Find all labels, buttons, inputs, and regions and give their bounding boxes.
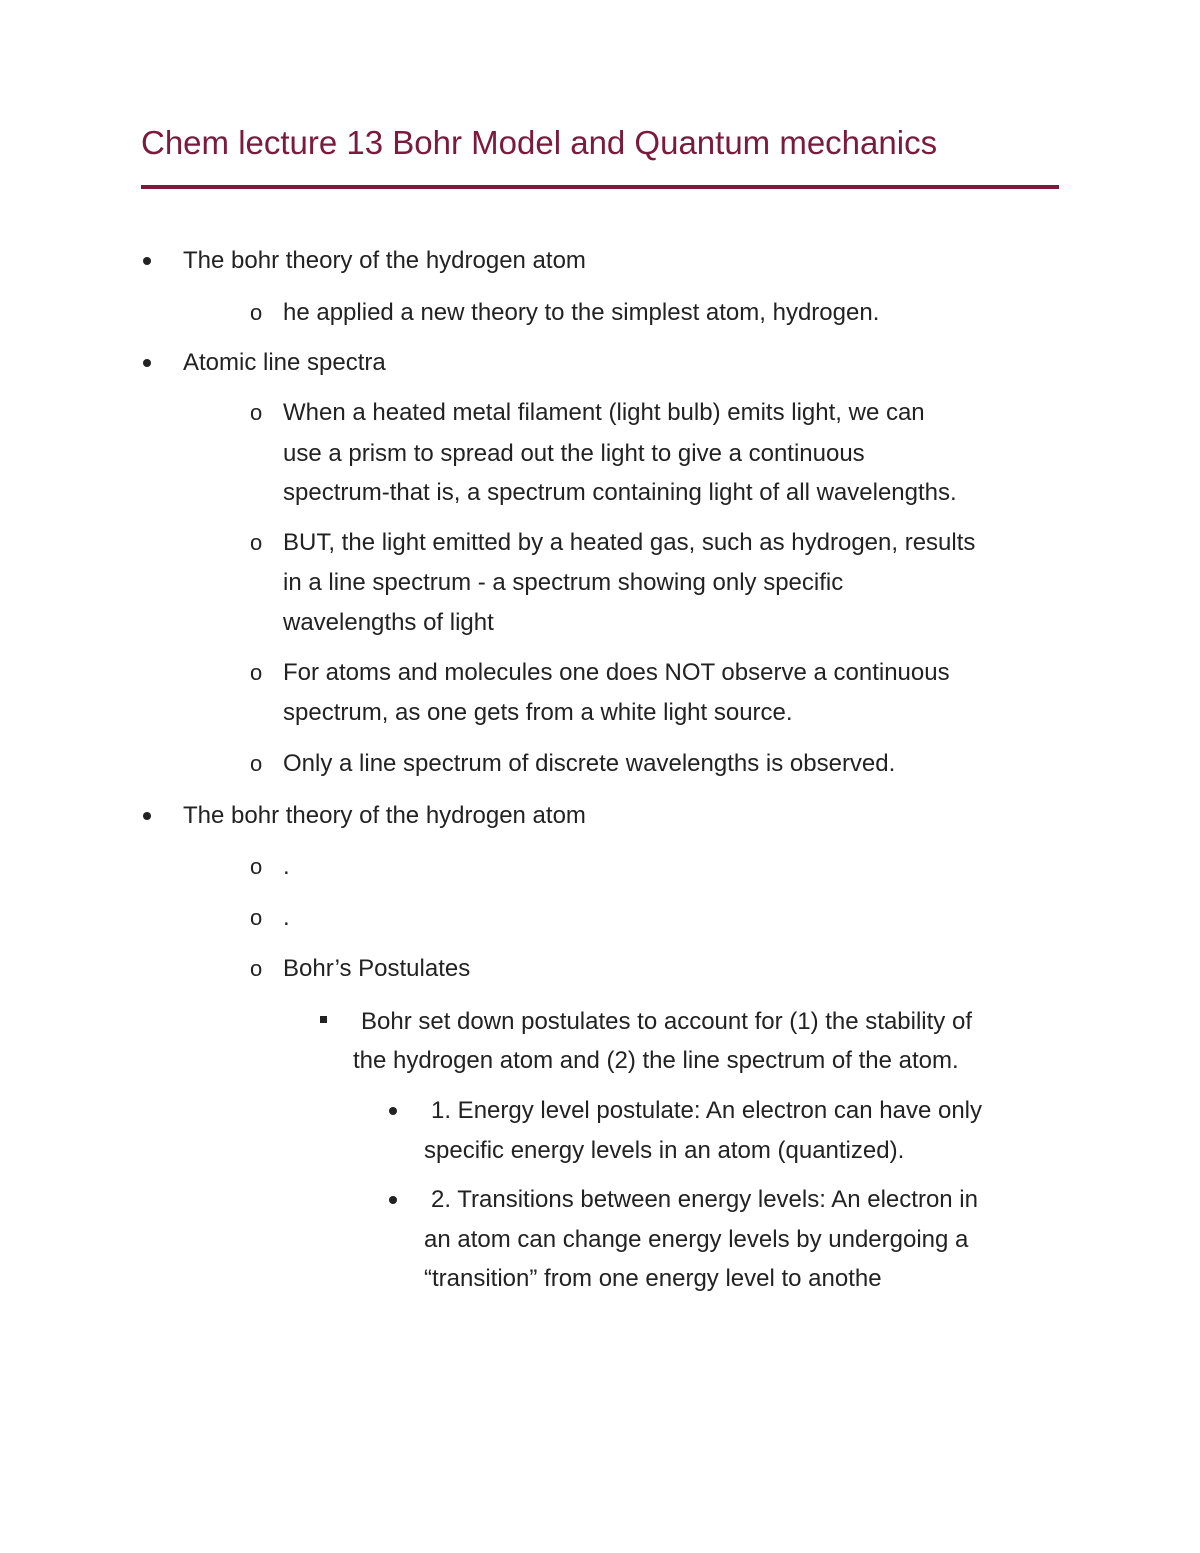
list-item: BUT, the light emitted by a heated gas, such as hydrogen, results <box>283 529 976 556</box>
list-item: . <box>283 904 290 931</box>
list-item-continuation: specific energy levels in an atom (quantized). <box>424 1137 905 1164</box>
list-item-continuation: in a line spectrum - a spectrum showing only specific <box>283 569 844 596</box>
sub-bullet-marker: o <box>250 660 263 685</box>
list-item: . <box>283 853 290 880</box>
list-item-continuation: spectrum-that is, a spectrum containing light of all wavelengths. <box>283 479 957 506</box>
bullet-dot <box>143 812 151 820</box>
list-item-continuation: an atom can change energy levels by undergoing a <box>424 1226 969 1253</box>
list-item: The bohr theory of the hydrogen atom <box>183 247 586 274</box>
list-item: Only a line spectrum of discrete wavelengths is observed. <box>283 750 896 777</box>
sub-bullet-marker: o <box>250 956 263 981</box>
list-item: The bohr theory of the hydrogen atom <box>183 802 586 829</box>
sub-bullet-marker: o <box>250 400 263 425</box>
sub-bullet-marker: o <box>250 300 263 325</box>
sub-bullet-marker: o <box>250 905 263 930</box>
title-underline <box>141 185 1059 189</box>
bullet-square <box>320 1016 327 1023</box>
list-item-continuation: use a prism to spread out the light to give a continuous <box>283 440 865 467</box>
list-item: Bohr set down postulates to account for (1) the stability of <box>361 1008 972 1035</box>
bullet-dot <box>389 1196 397 1204</box>
list-item: Bohr’s Postulates <box>283 955 471 982</box>
sub-bullet-marker: o <box>250 751 263 776</box>
list-item-continuation: “transition” from one energy level to anothe <box>424 1265 882 1292</box>
list-item: 2. Transitions between energy levels: An electron in <box>431 1186 978 1213</box>
list-item-continuation: spectrum, as one gets from a white light source. <box>283 699 793 726</box>
list-item: For atoms and molecules one does NOT observe a continuous <box>283 659 950 686</box>
sub-bullet-marker: o <box>250 530 263 555</box>
bullet-dot <box>143 257 151 265</box>
list-item: 1. Energy level postulate: An electron can have only <box>431 1097 983 1124</box>
list-item: Atomic line spectra <box>183 349 386 376</box>
page-title: Chem lecture 13 Bohr Model and Quantum mechanics <box>141 124 938 161</box>
list-item-continuation: wavelengths of light <box>283 609 494 636</box>
bullet-dot <box>389 1107 397 1115</box>
list-item-continuation: the hydrogen atom and (2) the line spectrum of the atom. <box>353 1047 959 1074</box>
sub-bullet-marker: o <box>250 854 263 879</box>
list-item: he applied a new theory to the simplest atom, hydrogen. <box>283 299 880 326</box>
bullet-dot <box>143 359 151 367</box>
list-item: When a heated metal filament (light bulb) emits light, we can <box>283 399 925 426</box>
